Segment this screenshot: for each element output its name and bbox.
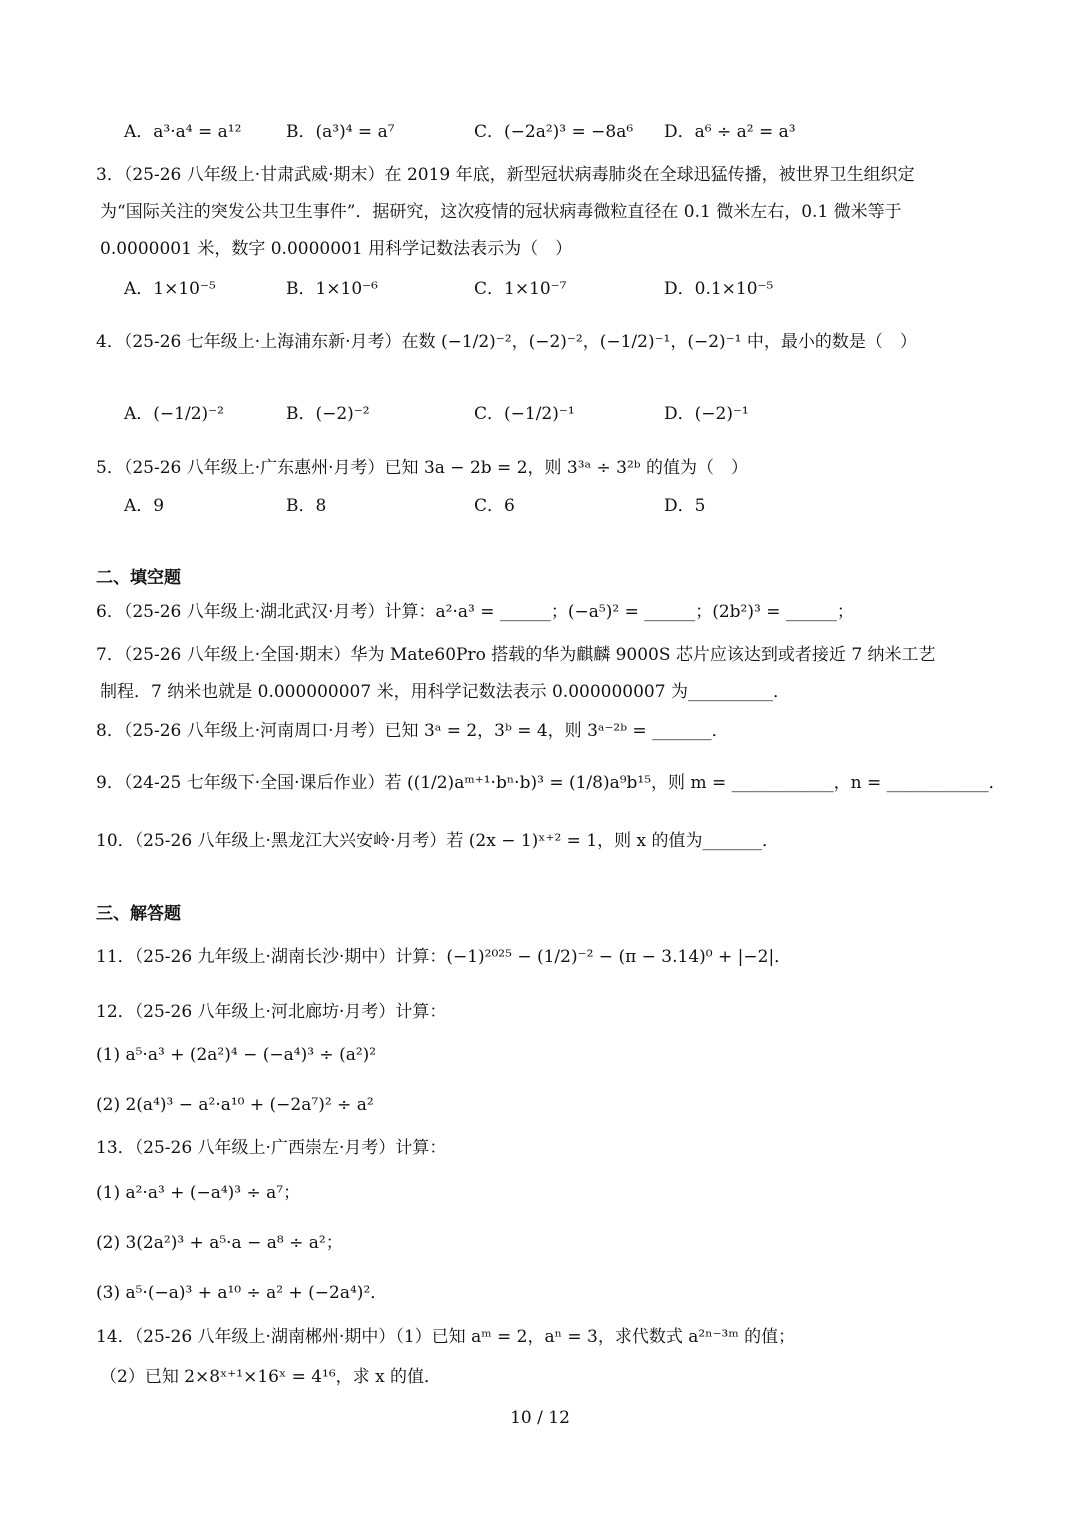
q2-option-c: C．(−2a²)³ = −8a⁶ (474, 122, 634, 142)
section-answer-title: 三、解答题 (96, 904, 181, 924)
q5-line: 5．（25-26 八年级上·广东惠州·月考）已知 3a − 2b = 2，则 3³ᵃ ÷ 3²ᵇ 的值为（ ） (96, 458, 748, 478)
q7-line-2: 制程．7 纳米也就是 0.000000007 米，用科学记数法表示 0.000000007 为__________． (100, 682, 790, 702)
q13-part-3: (3) a⁵·(−a)³ + a¹⁰ ÷ a² + (−2a⁴)²． (96, 1283, 388, 1303)
q5-option-d: D．5 (664, 496, 706, 516)
q13-part-1: (1) a²·a³ + (−a⁴)³ ÷ a⁷； (96, 1183, 301, 1203)
q11-line: 11．（25-26 九年级上·湖南长沙·期中）计算：(−1)²⁰²⁵ − (1/2)⁻² − (π − 3.14)⁰ + |−2|． (96, 947, 792, 967)
q4-option-a: A．(−1/2)⁻² (124, 404, 224, 424)
q4-options (124, 399, 1024, 429)
q12-line: 12．（25-26 八年级上·河北廊坊·月考）计算： (96, 1002, 447, 1022)
q2-options (124, 117, 1024, 147)
q5-option-a: A．9 (124, 496, 165, 516)
q10-line: 10．（25-26 八年级上·黑龙江大兴安岭·月考）若 (2x − 1)ˣ⁺² = 1，则 x 的值为_______． (96, 831, 780, 851)
q4-option-d: D．(−2)⁻¹ (664, 404, 749, 424)
q5-option-c: C．6 (474, 496, 515, 516)
q13-part-2: (2) 3(2a²)³ + a⁵·a − a⁸ ÷ a²； (96, 1233, 343, 1253)
q3-option-a: A．1×10⁻⁵ (124, 279, 216, 299)
q3-line-2: 为“国际关注的突发公共卫生事件”．据研究，这次疫情的冠状病毒微粒直径在 0.1 微米左右，0.1 微米等于 (100, 202, 902, 222)
section-fill-in-title: 二、填空题 (96, 568, 181, 588)
q3-options (124, 274, 1024, 304)
q3-option-b: B．1×10⁻⁶ (286, 279, 378, 299)
q5-options (124, 491, 1024, 521)
q2-option-a: A．a³·a⁴ = a¹² (124, 122, 242, 142)
q8-line: 8．（25-26 八年级上·河南周口·月考）已知 3ᵃ = 2，3ᵇ = 4，则 3ᵃ⁻²ᵇ = _______． (96, 721, 729, 741)
q5-option-b: B．8 (286, 496, 327, 516)
q7-line-1: 7．（25-26 八年级上·全国·期末）华为 Mate60Pro 搭载的华为麒麟 9000S 芯片应该达到或者接近 7 纳米工艺 (96, 645, 936, 665)
q4-option-c: C．(−1/2)⁻¹ (474, 404, 575, 424)
q6-line: 6．（25-26 八年级上·湖北武汉·月考）计算：a²·a³ = ______；(−a⁵)² = ______；(2b²)³ = ______； (96, 602, 854, 622)
q3-option-c: C．1×10⁻⁷ (474, 279, 567, 299)
q3-option-d: D．0.1×10⁻⁵ (664, 279, 774, 299)
q2-option-b: B．(a³)⁴ = a⁷ (286, 122, 395, 142)
q12-part-1: (1) a⁵·a³ + (2a²)⁴ − (−a⁴)³ ÷ (a²)² (96, 1045, 377, 1065)
page-number: 10 / 12 (510, 1408, 570, 1428)
q4-line: 4．（25-26 七年级上·上海浦东新·月考）在数 (−1/2)⁻²，(−2)⁻²，(−1/2)⁻¹，(−2)⁻¹ 中，最小的数是（ ） (96, 332, 917, 352)
q14-part-2: （2）已知 2×8ˣ⁺¹×16ˣ = 4¹⁶，求 x 的值． (100, 1367, 442, 1387)
q14-line: 14．（25-26 八年级上·湖南郴州·期中）（1）已知 aᵐ = 2，aⁿ = 3，求代数式 a²ⁿ⁻³ᵐ 的值； (96, 1327, 796, 1347)
q12-part-2: (2) 2(a⁴)³ − a²·a¹⁰ + (−2a⁷)² ÷ a² (96, 1095, 374, 1115)
q9-line: 9．（24-25 七年级下·全国·课后作业）若 ((1/2)aᵐ⁺¹·bⁿ·b)³ = (1/8)a⁹b¹⁵，则 m = ____________，n = ____________． (96, 773, 1006, 793)
q3-line-1: 3．（25-26 八年级上·甘肃武威·期末）在 2019 年底，新型冠状病毒肺炎在全球迅猛传播，被世界卫生组织定 (96, 165, 915, 185)
q13-line: 13．（25-26 八年级上·广西崇左·月考）计算： (96, 1138, 447, 1158)
q3-line-3: 0.0000001 米，数字 0.0000001 用科学记数法表示为（ ） (100, 239, 573, 259)
q4-option-b: B．(−2)⁻² (286, 404, 370, 424)
q2-option-d: D．a⁶ ÷ a² = a³ (664, 122, 796, 142)
